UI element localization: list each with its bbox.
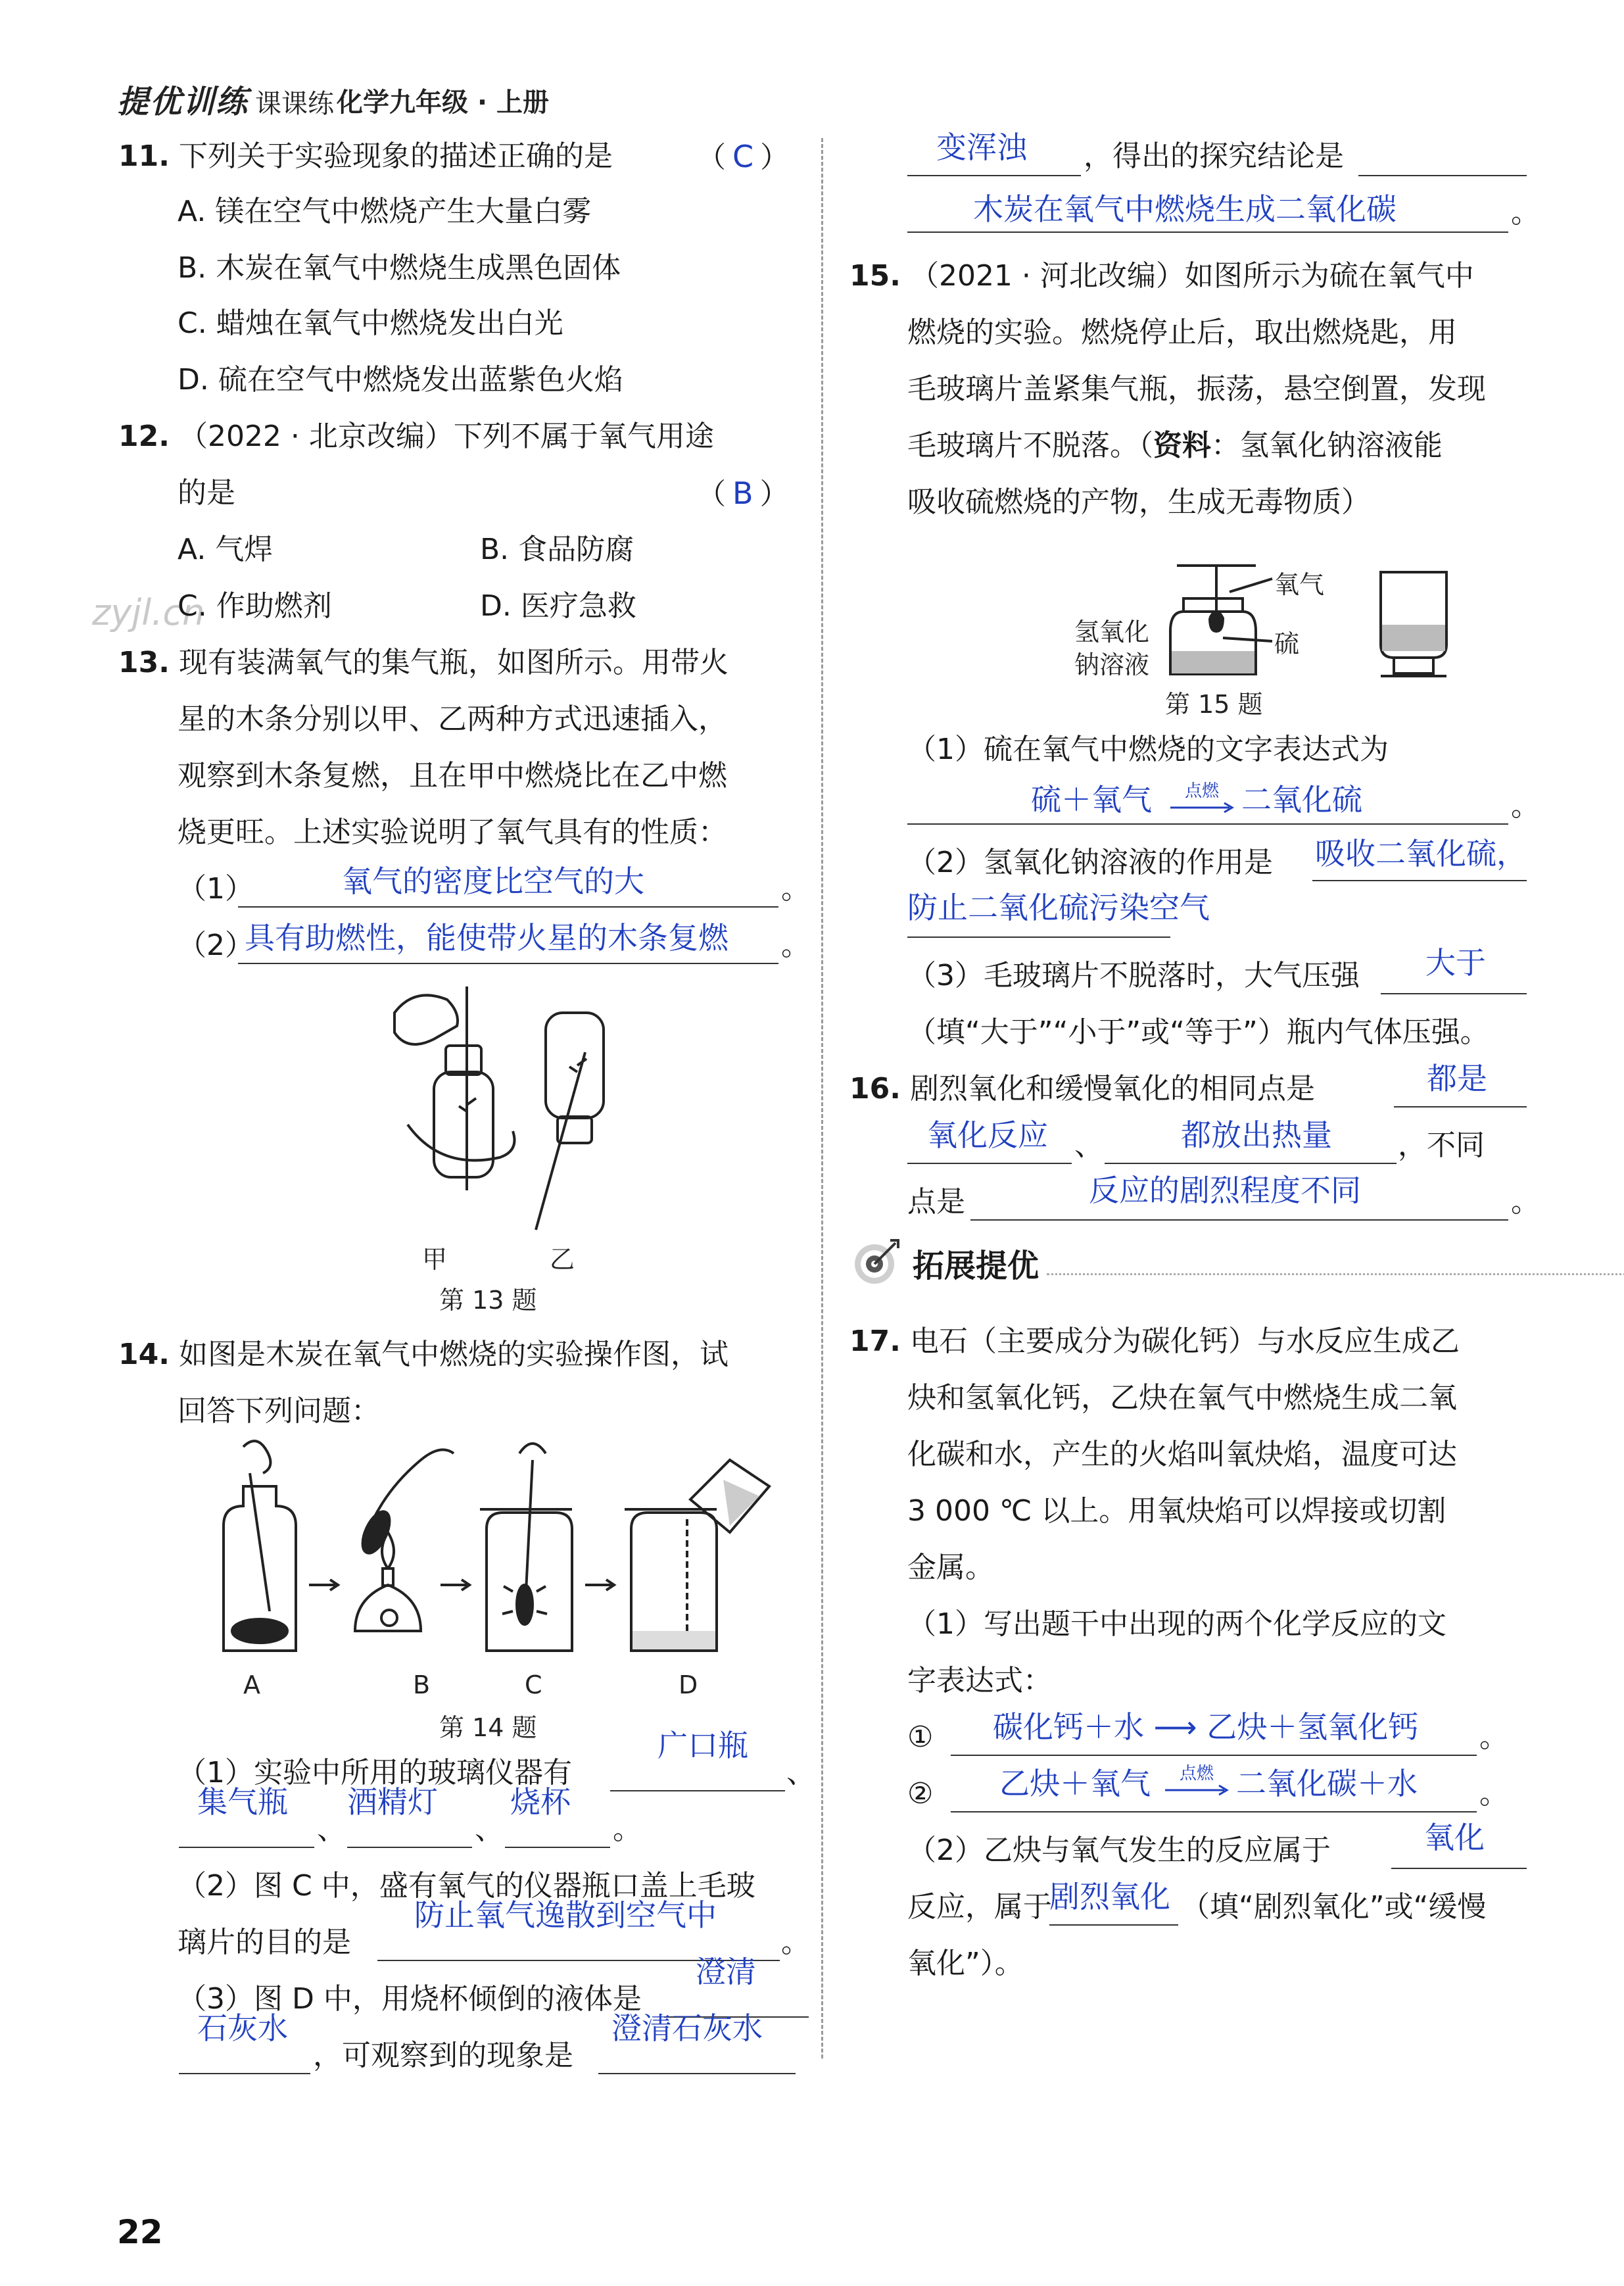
fig14-arrow-3: [585, 1580, 614, 1590]
fig14-arrow-1: [309, 1580, 338, 1590]
q17-p2-blank-1: [1391, 1868, 1527, 1869]
q13-line-2: 星的木条分别以甲、乙两种方式迅速插入，: [178, 702, 727, 736]
q15-line-3: 毛玻璃片盖紧集气瓶，振荡，悬空倒置，发现: [907, 372, 1486, 406]
q12-stem-1: 12. （2022 · 北京改编）下列不属于氧气用途: [118, 420, 714, 453]
q17-line-1: 17. 电石（主要成分为碳化钙）与水反应生成乙: [849, 1325, 1460, 1358]
q14-p1-answer-1: 广口瓶: [657, 1728, 748, 1763]
q15-p1-text: （1）硫在氧气中燃烧的文字表达式为: [907, 733, 1389, 766]
q16-blank-1a: [1394, 1106, 1527, 1107]
q11-option-a: A. 镁在空气中燃烧产生大量白雾: [178, 195, 592, 228]
q14-p2-answer: 防止氧气逸散到空气中: [414, 1897, 717, 1933]
fig15-caption: 第 15 题: [1165, 690, 1263, 719]
q11-option-c: C. 蜡烛在氧气中燃烧发出白光: [178, 306, 563, 340]
q15-line-5: 吸收硫燃烧的产物，生成无毒物质）: [907, 485, 1370, 519]
q14-p2-end: 。: [781, 1926, 810, 1959]
page-number: 22: [117, 2213, 163, 2251]
q16-text-2: ，不同: [1398, 1129, 1485, 1162]
q17-p2-text-4: 氧化”）。: [907, 1947, 1024, 1980]
q15-p3-answer: 大于: [1425, 945, 1486, 981]
q16-answer-2: 都放出热量: [1181, 1117, 1332, 1153]
q12-stem-2: 的是: [178, 476, 235, 510]
q13-p1-answer: 氧气的密度比空气的大: [342, 863, 644, 899]
column-divider: [821, 138, 823, 2058]
fig14-label-b: B: [413, 1670, 431, 1699]
q15-line-2: 燃烧的实验。燃烧停止后，取出燃烧匙，用: [907, 316, 1457, 349]
q16-answer-1b: 氧化反应: [927, 1117, 1048, 1153]
q15-p1-blank: [907, 823, 1508, 825]
q11-stem: 11. 下列关于实验现象的描述正确的是: [118, 139, 613, 173]
q17-line-5: 金属。: [907, 1551, 994, 1584]
q15-p3-text-1: （3）毛玻璃片不脱落时，大气压强: [907, 959, 1360, 992]
fig14-b-lamp: [355, 1449, 454, 1631]
q15-p1-answer-right: 二氧化硫: [1241, 782, 1362, 817]
fig14-caption: 第 14 题: [439, 1713, 537, 1742]
q15-line-1: 15. （2021 · 河北改编）如图所示为硫在氧气中: [849, 259, 1474, 293]
q17-eq2-label: ②: [907, 1777, 934, 1811]
section-dots: [1047, 1273, 1624, 1275]
q14-p3-blank-2b: [907, 175, 1081, 176]
fig14-a-bottle: [224, 1441, 296, 1651]
q14-p3-answer-1b: 石灰水: [197, 2010, 288, 2046]
fig15-label-naoh-2: 钠溶液: [1074, 650, 1150, 679]
fig15-label-naoh-1: 氢氧化: [1074, 618, 1150, 646]
q17-eq2-answer-left: 乙炔＋氧气: [999, 1766, 1151, 1801]
q13-p2-label: （2）: [178, 929, 254, 962]
q17-line-3: 化碳和水，产生的火焰叫氧炔焰，温度可达: [907, 1438, 1457, 1471]
q15-p1-end: 。: [1511, 789, 1540, 823]
q15-p2-text: （2）氢氧化钠溶液的作用是: [907, 846, 1273, 879]
fig14-c-bottle: [480, 1444, 572, 1651]
q13-p1-blank: [238, 906, 778, 908]
fig13-label-yi: 乙: [550, 1245, 575, 1274]
q14-p3-blank-1b: [179, 2073, 310, 2074]
q17-eq1-label: ①: [907, 1720, 934, 1754]
q17-p1-text-2: 字表达式：: [907, 1664, 1052, 1697]
q15-p1-answer-left: 硫＋氧气: [1031, 782, 1152, 817]
fig15-bottle-inverted: [1381, 572, 1446, 676]
q13-p2-blank: [238, 963, 778, 964]
q15-p3-blank: [1381, 993, 1527, 994]
watermark: zyjl.cn: [92, 592, 205, 633]
fig15-label-sulfur: 硫: [1274, 629, 1300, 658]
q16-text-3: 点是: [907, 1185, 965, 1219]
q17-eq2-condition: 点燃: [1179, 1764, 1214, 1784]
q14-line-2: 回答下列问题：: [178, 1394, 380, 1428]
q17-p2-text-1: （2）乙炔与氧气发生的反应属于: [907, 1834, 1331, 1867]
q14-p1-blank-4: [505, 1847, 610, 1848]
q16-answer-1a: 都是: [1427, 1061, 1487, 1096]
q14-p3-blank-2a: [598, 2073, 796, 2074]
q14-p1-text: （1）实验中所用的玻璃仪器有: [178, 1756, 572, 1789]
fig14-d-bottle: [625, 1460, 769, 1651]
q17-eq1-blank: [951, 1755, 1477, 1756]
brand-logo: 提优训练: [117, 84, 249, 120]
q16-text-1: 16. 剧烈氧化和缓慢氧化的相同点是: [849, 1072, 1315, 1106]
fig13-label-jia: 甲: [422, 1245, 448, 1274]
q17-eq1-end: 。: [1479, 1720, 1508, 1754]
q13-line-3: 观察到木条复燃，且在甲中燃烧比在乙中燃: [178, 759, 727, 792]
q14-p3-text-3: ，得出的探究结论是: [1084, 139, 1344, 173]
q17-eq2-blank: [951, 1811, 1477, 1812]
section-extension: [849, 1236, 1527, 1289]
figure-13: [368, 973, 644, 1236]
q17-line-2: 炔和氢氧化钙，乙炔在氧气中燃烧生成二氧: [907, 1381, 1457, 1415]
fig14-label-d: D: [679, 1670, 698, 1699]
q16-sep: 、: [1074, 1129, 1103, 1162]
q14-p2-text-2: 璃片的目的是: [178, 1926, 351, 1959]
figure-14: [204, 1434, 782, 1670]
q15-p2-blank-2: [907, 936, 1170, 938]
q14-p1-sep-2: 、: [317, 1812, 346, 1846]
q17-p2-answer-2: 剧烈氧化: [1049, 1879, 1170, 1914]
q17-p2-text-2: 反应，属于: [907, 1890, 1052, 1924]
q14-p1-blank-1: [610, 1790, 785, 1791]
q14-p2-text-1: （2）图 C 中，盛有氧气的仪器瓶口盖上毛玻: [178, 1869, 755, 1903]
q15-p1-condition: 点燃: [1184, 781, 1219, 801]
q14-p3-end: 。: [1511, 196, 1540, 230]
q14-p1-answer-3: 酒精灯: [347, 1784, 438, 1820]
q15-p2-blank-1: [1312, 880, 1527, 881]
q14-p3-answer-3: 木炭在氧气中燃烧生成二氧化碳: [973, 191, 1397, 227]
q14-p3-blank-3b: [907, 231, 1508, 233]
q16-blank-3: [970, 1219, 1508, 1221]
q13-p2-end: 。: [781, 929, 810, 962]
q17-eq1-answer: 碳化钙＋水 ⟶ 乙炔＋氢氧化钙: [993, 1709, 1419, 1745]
q14-p3-answer-2a: 澄清石灰水: [611, 2010, 763, 2046]
q15-p2-answer-1: 吸收二氧化硫，: [1315, 836, 1527, 871]
subject-title: 化学九年级 · 上册: [337, 87, 550, 118]
q11-answer: （ C ）: [697, 139, 790, 174]
q13-p2-answer: 具有助燃性，能使带火星的木条复燃: [245, 920, 728, 956]
q14-p3-answer-1a: 澄清: [696, 1954, 756, 1989]
q17-p1-text-1: （1）写出题干中出现的两个化学反应的文: [907, 1607, 1446, 1641]
q13-p1-label: （1）: [178, 872, 254, 906]
q16-blank-1b: [907, 1163, 1072, 1164]
q14-p1-sep-3: 、: [475, 1812, 504, 1846]
q12-option-b: B. 食品防腐: [480, 533, 634, 566]
q13-line-4: 烧更旺。上述实验说明了氧气具有的性质：: [178, 815, 727, 849]
q15-p3-text-2: （填“大于”“小于”或“等于”）瓶内气体压强。: [907, 1015, 1489, 1049]
q12-option-d: D. 医疗急救: [480, 589, 636, 623]
q12-option-c: C. 作助燃剂: [178, 589, 332, 623]
q17-line-4: 3 000 ℃ 以上。用氧炔焰可以焊接或切割: [907, 1494, 1446, 1528]
q17-p2-text-3: （填“剧烈氧化”或“缓慢: [1181, 1890, 1487, 1924]
fig14-label-c: C: [525, 1670, 542, 1699]
q15-p2-answer-2: 防止二氧化硫污染空气: [907, 890, 1210, 925]
q11-option-d: D. 硫在空气中燃烧发出蓝紫色火焰: [178, 363, 623, 397]
fig14-arrow-2: [441, 1580, 469, 1590]
q13-line-1: 13. 现有装满氧气的集气瓶，如图所示。用带火: [118, 646, 728, 679]
q14-p3-text-2: ，可观察到的现象是: [313, 2039, 573, 2072]
q14-p3-answer-2b: 变浑浊: [936, 130, 1027, 165]
q14-p3-text-1: （3）图 D 中，用烧杯倾倒的液体是: [178, 1982, 642, 2016]
q12-option-a: A. 气焊: [178, 533, 274, 566]
fig15-label-oxygen: 氧气: [1274, 570, 1325, 599]
q11-option-b: B. 木炭在氧气中燃烧生成黑色固体: [178, 251, 621, 285]
q14-p1-answer-4: 烧杯: [510, 1784, 571, 1820]
q15-p1-arrow: [1169, 801, 1235, 814]
fig13-caption: 第 13 题: [439, 1286, 537, 1315]
fig14-label-a: A: [243, 1670, 260, 1699]
q14-p1-answer-2: 集气瓶: [197, 1784, 288, 1820]
q16-end: 。: [1511, 1185, 1540, 1219]
q14-p3-blank-3a: [1358, 175, 1527, 176]
q13-p1-end: 。: [781, 872, 810, 906]
q14-p1-blank-2: [179, 1847, 314, 1848]
q12-answer: （ B ）: [697, 475, 789, 511]
series-name: 课课练: [255, 89, 334, 119]
q16-blank-2: [1105, 1163, 1397, 1164]
target-icon: [849, 1236, 902, 1289]
q17-eq2-arrow: [1164, 1784, 1230, 1797]
q14-p1-blank-3: [347, 1847, 472, 1848]
q14-p1-end: 。: [613, 1812, 642, 1846]
fig13-bottle-inverted: [536, 1013, 604, 1230]
q16-answer-3: 反应的剧烈程度不同: [1089, 1173, 1361, 1208]
q15-line-4: 毛玻璃片不脱落。（资料：氢氧化钠溶液能: [907, 429, 1443, 462]
q17-eq2-answer-right: 二氧化碳＋水: [1236, 1766, 1418, 1801]
section-title: 拓展提优: [913, 1248, 1039, 1284]
q17-eq2-end: 。: [1479, 1777, 1508, 1811]
q14-p1-sep-1: 、: [786, 1756, 815, 1789]
q17-p2-blank-2: [1049, 1924, 1178, 1926]
fig15-bottle-burning: [1170, 566, 1272, 674]
q14-line-1: 14. 如图是木炭在氧气中燃烧的实验操作图，试: [118, 1338, 728, 1371]
q17-p2-answer-1: 氧化: [1424, 1820, 1485, 1855]
fig13-bottle-upright: [394, 986, 515, 1190]
